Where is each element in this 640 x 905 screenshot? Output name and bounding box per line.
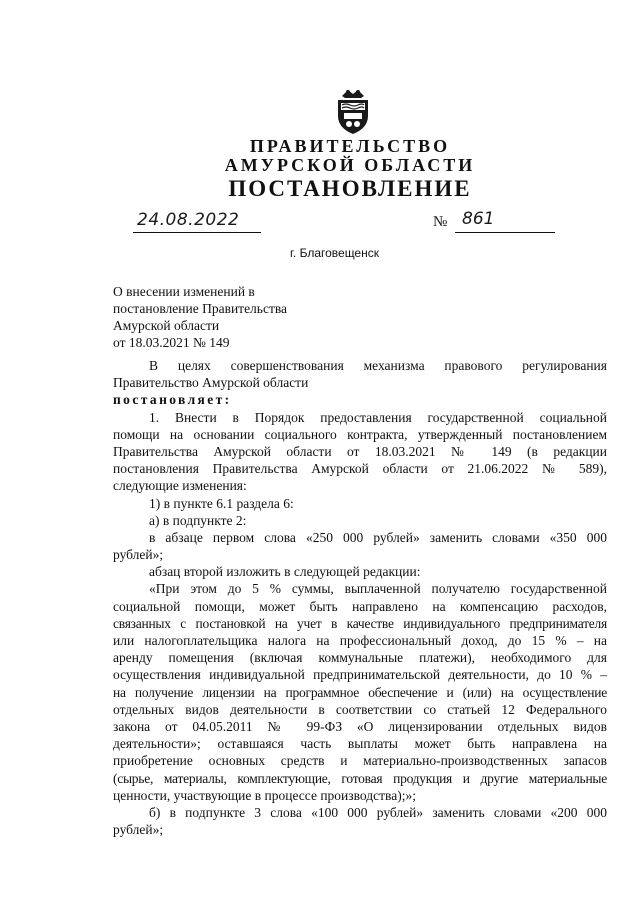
org-name-line2: АМУРСКОЙ ОБЛАСТИ	[224, 155, 476, 175]
number-label: №	[433, 214, 448, 230]
body-line: закона от 04.05.2011 № 99-ФЗ «О лицензировании отдельных видов	[113, 718, 607, 734]
document-number: 861	[462, 209, 495, 229]
body-line: связанных с постановкой на учет в качестве индивидуального предпринимателя	[113, 615, 607, 631]
body-line: аренду помещения (включая коммунальные платежи), необходимого для	[113, 650, 607, 666]
coat-of-arms-icon	[328, 86, 378, 136]
subject-line: О внесении изменений в	[113, 284, 255, 299]
document-body	[113, 357, 607, 838]
body-line: помощи на основании социального контракта, утвержденный постановлением	[113, 426, 607, 442]
org-name-line1: ПРАВИТЕЛЬСТВО	[249, 136, 451, 156]
subject-line: постановление Правительства	[113, 301, 288, 316]
body-line: деятельности»; оставшаяся часть выплаты может быть направлена на	[113, 736, 607, 752]
body-line: осуществления индивидуальной предпринимательской деятельности, до 10 % –	[113, 667, 607, 683]
body-line: б) в подпункте 3 слова «100 000 рублей» заменить словами «200 000	[149, 804, 607, 820]
body-line: на получение лицензии на программное обеспечение и (или) на осуществление	[113, 684, 607, 700]
body-line: 1. Внести в Порядок предоставления государственной социальной	[149, 409, 607, 425]
body-line: социальной помощи, может быть направлено на компенсацию расходов,	[113, 598, 607, 614]
body-line: 1) в пункте 6.1 раздела 6:	[149, 495, 294, 511]
body-line: рублей»;	[113, 822, 164, 838]
body-line: ценности, участвующие в процессе производства);»;	[113, 787, 416, 803]
body-line: следующие изменения:	[113, 478, 247, 494]
body-line: приобретение основных средств и материально-производственных запасов	[113, 753, 607, 769]
city-name: г. Благовещенск	[290, 246, 379, 260]
body-line: рублей»;	[113, 547, 164, 563]
body-line: (сырье, материалы, комплектующие, готовая продукция и другие материальные	[113, 770, 607, 786]
subject-block	[113, 283, 373, 351]
document-date: 24.08.2022	[137, 210, 240, 230]
subject-line: от 18.03.2021 № 149	[113, 335, 230, 350]
document-type-title: ПОСТАНОВЛЕНИЕ	[228, 176, 472, 201]
body-line: или налогоплательщика налога на профессиональный доход, до 15 % – на	[113, 633, 607, 648]
body-line: в абзаце первом слова «250 000 рублей» заменить словами «350 000	[149, 529, 607, 545]
body-line: Правительства Амурской области от 18.03.2021 № 149 (в редакции	[113, 443, 607, 459]
body-line: «При этом до 5 % суммы, выплаченной получателю государственной	[149, 581, 607, 597]
body-line: а) в подпункте 2:	[149, 512, 247, 528]
body-line: абзац второй изложить в следующей редакции:	[149, 564, 421, 580]
body-line: постановления Правительства Амурской области от 21.06.2022 № 589),	[113, 461, 607, 477]
subject-line: Амурской области	[113, 318, 220, 333]
body-line: отдельных видов деятельности в соответствии со статьей 12 Федерального	[113, 701, 607, 717]
body-line: В целях совершенствования механизма правового регулирования	[149, 358, 607, 373]
body-line: Правительство Амурской области	[113, 375, 309, 391]
resolves-keyword: постановляет:	[113, 392, 232, 408]
